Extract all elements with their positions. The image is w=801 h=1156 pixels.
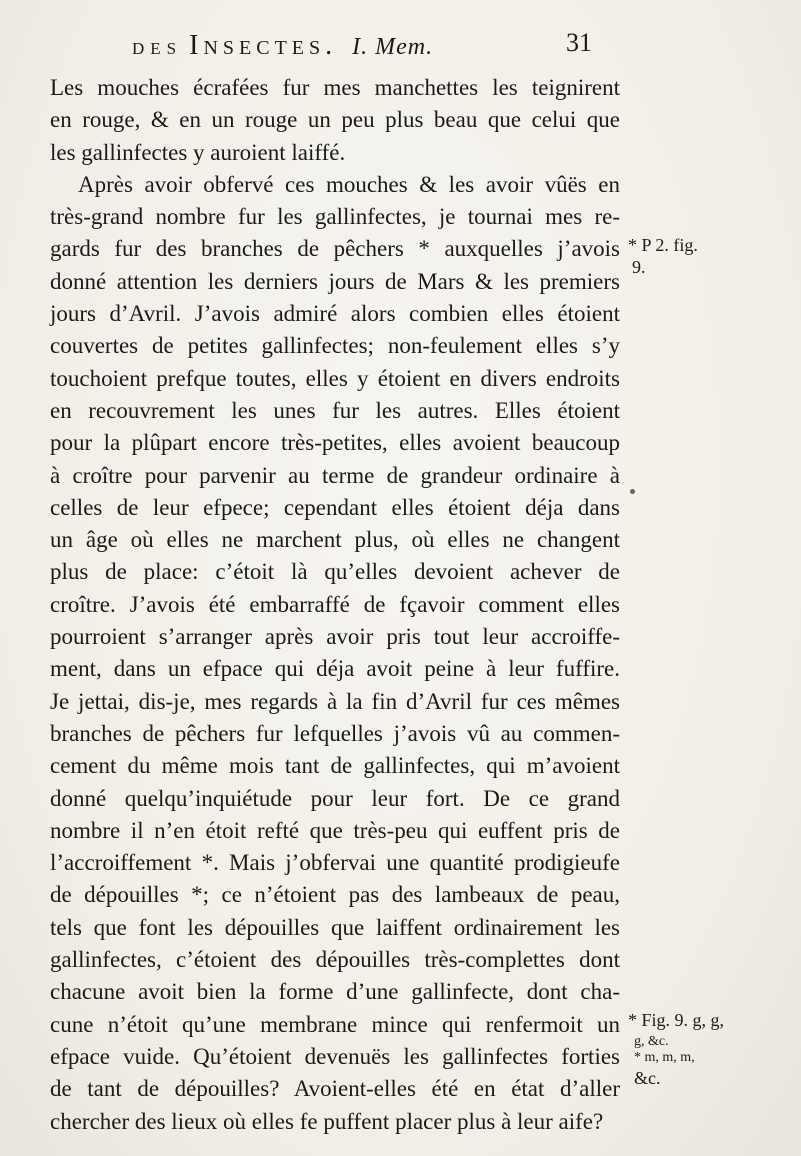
text-line: de tant de dépouilles? Avoient-elles été en état d’aller — [50, 1076, 620, 1102]
text-line: tels que font les dépouilles que laiffent ordinairement les — [50, 914, 620, 940]
text-line: en rouge, & en un rouge un peu plus beau que celui que — [50, 107, 620, 133]
running-head-part: I. Mem. — [352, 34, 434, 60]
running-head — [132, 30, 602, 70]
body-text — [50, 72, 620, 1138]
text-line: celles de leur efpece; cependant elles étoient déja dans — [50, 494, 620, 520]
text-line: à croître pour parvenir au terme de grandeur ordinaire à — [50, 462, 620, 488]
text-line: efpace vuide. Qu’étoient devenuës les gallinfectes forties — [50, 1043, 620, 1069]
text-line: très-grand nombre fur les gallinfectes, je tournai mes re- — [50, 204, 620, 230]
margin-note-fig-ref-etc: &c. — [634, 1068, 661, 1088]
running-head-title: Insectes. — [189, 30, 338, 61]
running-head-prefix: des — [132, 34, 183, 60]
margin-note-fig-ref-letters: * m, m, m, — [634, 1050, 695, 1065]
text-line: l’accroiffement *. Mais j’obfervai une quantité prodigieufe — [50, 850, 620, 876]
margin-note-plate-ref: * P 2. fig. — [628, 235, 698, 255]
text-line: pour la plûpart encore très-petites, elles avoient beaucoup — [50, 430, 620, 456]
text-line: cement du même mois tant de gallinfectes, qui m’avoient — [50, 753, 620, 779]
text-line: de dépouilles *; ce n’étoient pas des lambeaux de peau, — [50, 882, 620, 908]
text-line: jours d’Avril. J’avois admiré alors combien elles étoient — [50, 301, 620, 327]
text-line: couvertes de petites gallinfectes; non-feulement elles s’y — [50, 333, 620, 359]
text-line: branches de pêchers fur lefquelles j’avois vû au commen- — [50, 720, 620, 746]
page-number: 31 — [566, 28, 592, 57]
text-line: en recouvrement les unes fur les autres. Elles étoient — [50, 397, 620, 423]
text-line: cune n’étoit qu’une membrane mince qui renfermoit un — [50, 1011, 620, 1037]
text-line: chacune avoit bien la forme d’une gallinfecte, dont cha- — [50, 979, 620, 1005]
text-line: Les mouches écrafées fur mes manchettes les teignirent — [50, 75, 620, 100]
text-line: nombre il n’en étoit refté que très-peu qui euffent pris de — [50, 817, 620, 843]
text-line: Après avoir obfervé ces mouches & les avoir vûës en — [78, 171, 620, 197]
margin-note-fig-ref: * Fig. 9. g, g, — [628, 1010, 725, 1030]
text-line: Je jettai, dis-je, mes regards à la fin d’Avril fur ces mêmes — [50, 688, 620, 714]
text-line: croître. J’avois été embarraffé de fçavoir comment elles — [50, 591, 620, 617]
margin-note-plate-ref-cont: 9. — [632, 257, 646, 277]
text-line: un âge où elles ne marchent plus, où elles ne changent — [50, 527, 620, 553]
margin-note-fig-ref-cont: g, &c. — [634, 1034, 669, 1049]
ink-speck — [630, 489, 635, 494]
text-line: pourroient s’arranger après avoir pris tout leur accroiffe- — [50, 624, 620, 650]
text-line: donné attention les derniers jours de Mars & les premiers — [50, 268, 620, 294]
text-line: donné quelqu’inquiétude pour leur fort. De ce grand — [50, 785, 620, 811]
text-line: touchoient prefque toutes, elles y étoient en divers endroits — [50, 365, 620, 391]
text-line: les gallinfectes y auroient laiffé. — [50, 139, 346, 165]
text-line: gards fur des branches de pêchers * auxquelles j’avois — [50, 236, 620, 262]
text-line: plus de place: c’étoit là qu’elles devoient achever de — [50, 559, 620, 585]
text-line: chercher des lieux où elles fe puffent placer plus à leur aife? — [50, 1108, 604, 1134]
text-line: ment, dans un efpace qui déja avoit peine à leur fuffire. — [50, 656, 620, 682]
text-line: gallinfectes, c’étoient des dépouilles très-complettes dont — [50, 947, 620, 973]
